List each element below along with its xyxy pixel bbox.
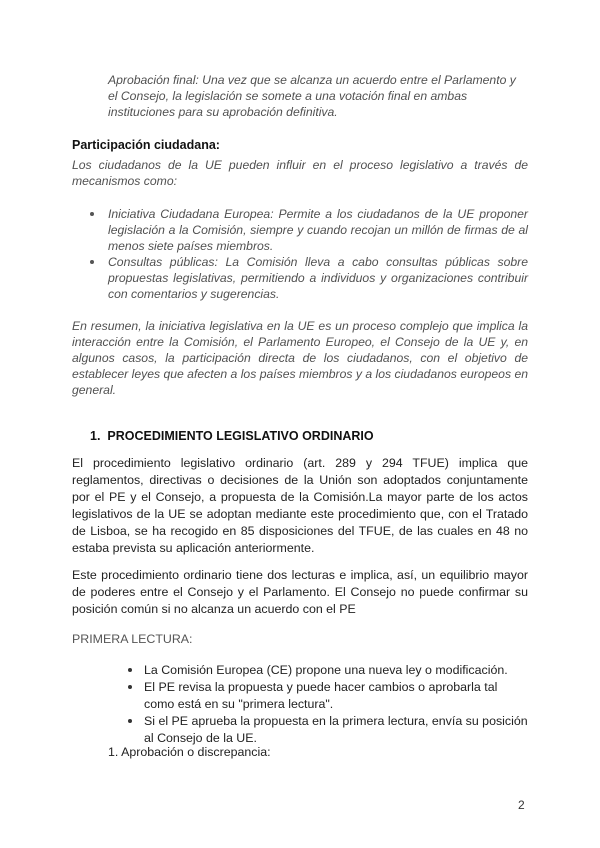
section-title-text: PROCEDIMIENTO LEGISLATIVO ORDINARIO	[107, 429, 374, 443]
list-item	[108, 206, 528, 254]
bullet-icon	[90, 212, 94, 216]
list-item	[144, 713, 528, 747]
resumen-paragraph: En resumen, la iniciativa legislativa en la UE es un proceso complejo que implica la interacción entre la Comisión, el Parlamento Europeo, el Consejo de la UE y, en algunos casos, la participación directa de los ciudadanos, con el objetivo de establecer leyes que afecten a los países miembros y a los ciudadanos europeos en general.	[72, 319, 528, 397]
page-number: 2	[518, 798, 525, 812]
list-item	[144, 662, 528, 679]
list-item-text: Consultas públicas: La Comisión lleva a cabo consultas públicas sobre propuestas legislativas, permitiendo a individuos y organizaciones contribuir con comentarios y sugerencias.	[108, 255, 528, 301]
primera-lectura-heading: PRIMERA LECTURA:	[72, 632, 193, 646]
participacion-heading: Participación ciudadana:	[72, 138, 220, 152]
participacion-intro: Los ciudadanos de la UE pueden influir en el proceso legislativo a través de mecanismos como:	[72, 158, 528, 188]
bullet-icon	[90, 260, 94, 264]
section-title	[90, 429, 374, 443]
bullet-icon	[128, 685, 132, 689]
aprobacion-final-paragraph: Aprobación final: Una vez que se alcanza un acuerdo entre el Parlamento y el Consejo, la legislación se somete a una votación final en ambas instituciones para su aprobación definitiva.	[108, 73, 516, 119]
list-item-text: El PE revisa la propuesta y puede hacer cambios o aprobarla tal como está en su "primera lectura".	[144, 680, 498, 711]
section-paragraph-2: Este procedimiento ordinario tiene dos lecturas e implica, así, un equilibrio mayor de poderes entre el Consejo y el Parlamento. El Consejo no puede confirmar su posición común si no alcanza un acuerdo con el PE	[72, 568, 528, 616]
section-number: 1.	[90, 429, 101, 443]
list-item	[108, 254, 528, 302]
list-item-text: Si el PE aprueba la propuesta en la primera lectura, envía su posición al Consejo de la UE.	[144, 714, 528, 745]
participacion-list	[108, 206, 528, 302]
section-paragraph-1: El procedimiento legislativo ordinario (art. 289 y 294 TFUE) implica que reglamentos, directivas o decisiones de la Unión son adoptados conjuntamente por el PE y el Consejo, a propuesta de la Comisión.La mayor parte de los actos legislativos de la UE se adoptan mediante este procedimiento que, con el Tratado de Lisboa, se ha recogido en 85 disposiciones del TFUE, de las cuales en 48 no estaba prevista su aplicación anteriormente.	[72, 456, 528, 555]
bullet-icon	[128, 719, 132, 723]
list-item-text: La Comisión Europea (CE) propone una nueva ley o modificación.	[144, 663, 508, 677]
list-item-text: Iniciativa Ciudadana Europea: Permite a los ciudadanos de la UE proponer legislación a la Comisión, siempre y cuando recojan un millón de firmas de al menos siete países miembros.	[108, 207, 528, 253]
bullet-icon	[128, 668, 132, 672]
numbered-item: 1. Aprobación o discrepancia:	[108, 745, 271, 759]
primera-lectura-list	[144, 662, 528, 747]
list-item	[144, 679, 528, 713]
